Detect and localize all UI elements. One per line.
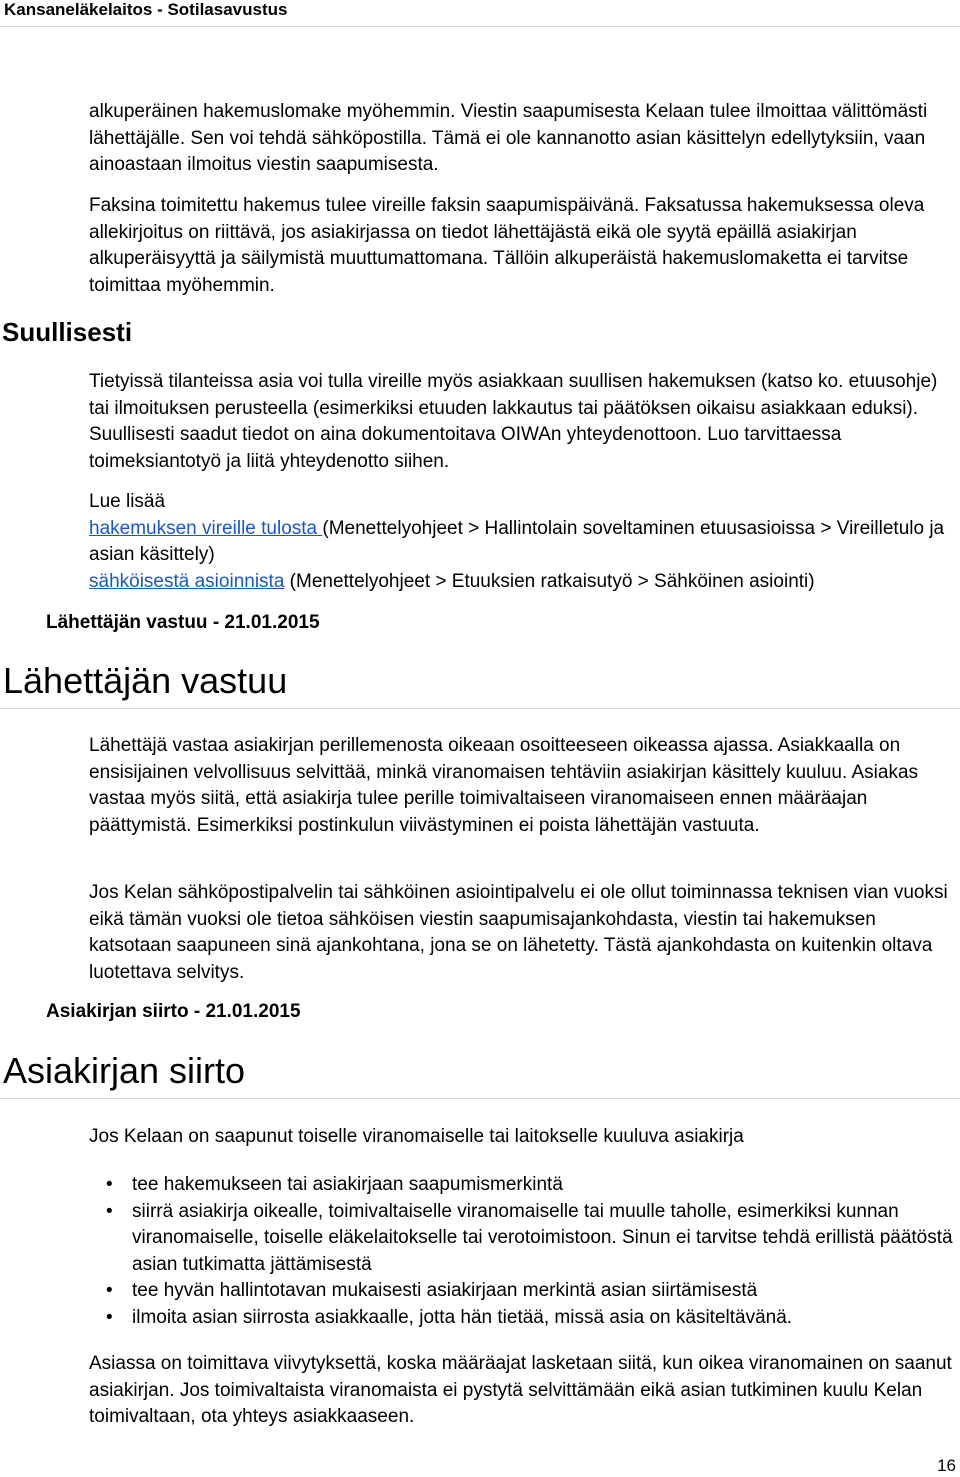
link-1-path: (Menettelyohjeet > Hallintolain soveltaminen etuusasioissa > Vireilletulo ja asian käsittely) [89,517,945,565]
page-number: 16 [937,1456,956,1475]
header-divider [0,26,960,27]
section-divider-2 [0,1098,960,1099]
oral-paragraph: Tietyissä tilanteissa asia voi tulla vireille myös asiakkaan suullisen hakemuksen (katso ko. etuusohje) tai ilmoituksen perusteella (esimerkiksi etuuden lakkautus tai päätöksen oikaisu asiakkaan eduksi). Suullisesti saadut tiedot on aina dokumentoitava OIWAn yhteydenottoon. Luo tarvittaessa toimeksiantotyö ja liitä yhteydenotto siihen. [89,371,938,472]
section-title-asiakirjan-siirto: Asiakirjan siirto [3,1050,246,1091]
intro-paragraph: alkuperäinen hakemuslomake myöhemmin. Viestin saapumisesta Kelaan tulee ilmoittaa välittömästi lähettäjälle. Sen voi tehdä sähköpostilla. Tämä ei ole kannanotto asian käsittelyn edellytyksiin, vaan ainoastaan ilmoitus viestin saapumisesta. [89,101,928,175]
fax-paragraph: Faksina toimitettu hakemus tulee vireille faksin saapumispäivänä. Faksatussa hakemuksessa oleva allekirjoitus on riittävä, jos asiakirjassa on tiedot lähettäjästä eikä ole syytä epäillä asiakirjan alkuperäisyyttä ja säilymistä muuttumattomana. Tällöin alkuperäistä hakemuslomaketta ei tarvitse toimittaa myöhemmin. [89,195,925,296]
list-item: • siirrä asiakirja oikealle, toimivaltaiselle viranomaiselle tai muulle taholle, esimerkiksi kunnan viranomaiselle, toiselle eläkelaitokselle tai verotoimistoon. Sinun ei tarvitse tehdä erillistä päätöstä asian tutkimatta jättämisestä [106,1199,956,1279]
side-heading-suullisesti: Suullisesti [2,317,133,347]
list-item: • tee hakemukseen tai asiakirjaan saapumismerkintä [106,1172,956,1199]
section-divider-1 [0,708,960,709]
read-more-item-2 [89,569,954,596]
running-header: Kansaneläkelaitos - Sotilasavustus [4,0,288,19]
link-2-path: (Menettelyohjeet > Etuuksien ratkaisutyö > Sähköinen asiointi) [284,570,815,592]
section-dated-title-lahettajan-vastuu: Lähettäjän vastuu - 21.01.2015 [46,612,320,633]
transfer-steps-list [106,1172,956,1331]
list-item: • tee hyvän hallintotavan mukaisesti asiakirjaan merkintä asian siirtämisestä [106,1278,956,1305]
closing-paragraph: Asiassa on toimittava viivytyksettä, koska määräajat lasketaan siitä, kun oikea viranomainen on saanut asiakirjan. Jos toimivaltaista viranomaista ei pystytä selvittämään eikä asian tutkiminen kuulu Kelan toimivaltaan, ota yhteys asiakkaaseen. [89,1353,952,1427]
link-hakemuksen-vireille-tulosta[interactable]: hakemuksen vireille tulosta [89,517,323,539]
sender-responsibility-paragraph: Lähettäjä vastaa asiakirjan perillemenosta oikeaan osoitteeseen oikeassa ajassa. Asiakkaalla on ensisijainen velvollisuus selvittää, minkä viranomaisen tehtäviin asiakirjan käsittely kuuluu. Asiakas vastaa myös siitä, että asiakirja tulee perille toimivaltaiseen viranomaiseen ennen määräajan päättymistä. Esimerkiksi postinkulun viivästyminen ei poista lähettäjän vastuuta. [89,735,919,836]
section-title-lahettajan-vastuu: Lähettäjän vastuu [3,660,288,701]
read-more-block [89,489,954,595]
link-sahkoisesta-asioinnista[interactable]: sähköisestä asioinnista [89,570,285,592]
transfer-intro-paragraph: Jos Kelaan on saapunut toiselle viranomaiselle tai laitokselle kuuluva asiakirja [89,1126,744,1147]
read-more-item-1 [89,516,954,569]
read-more-label: Lue lisää [89,491,166,512]
section-dated-title-asiakirjan-siirto: Asiakirjan siirto - 21.01.2015 [46,1001,301,1022]
list-item: • ilmoita asian siirrosta asiakkaalle, jotta hän tietää, missä asia on käsiteltävänä. [106,1305,956,1332]
server-failure-paragraph: Jos Kelan sähköpostipalvelin tai sähköinen asiointipalvelu ei ole ollut toiminnassa teknisen vian vuoksi eikä tämän vuoksi ole tietoa sähköisen viestin saapumisajankohdasta, viestin tai hakemuksen katsotaan saapuneen sinä ajankohtana, jona se on lähetetty. Tästä ajankohdasta on kuitenkin oltava luotettava selvitys. [89,882,948,983]
